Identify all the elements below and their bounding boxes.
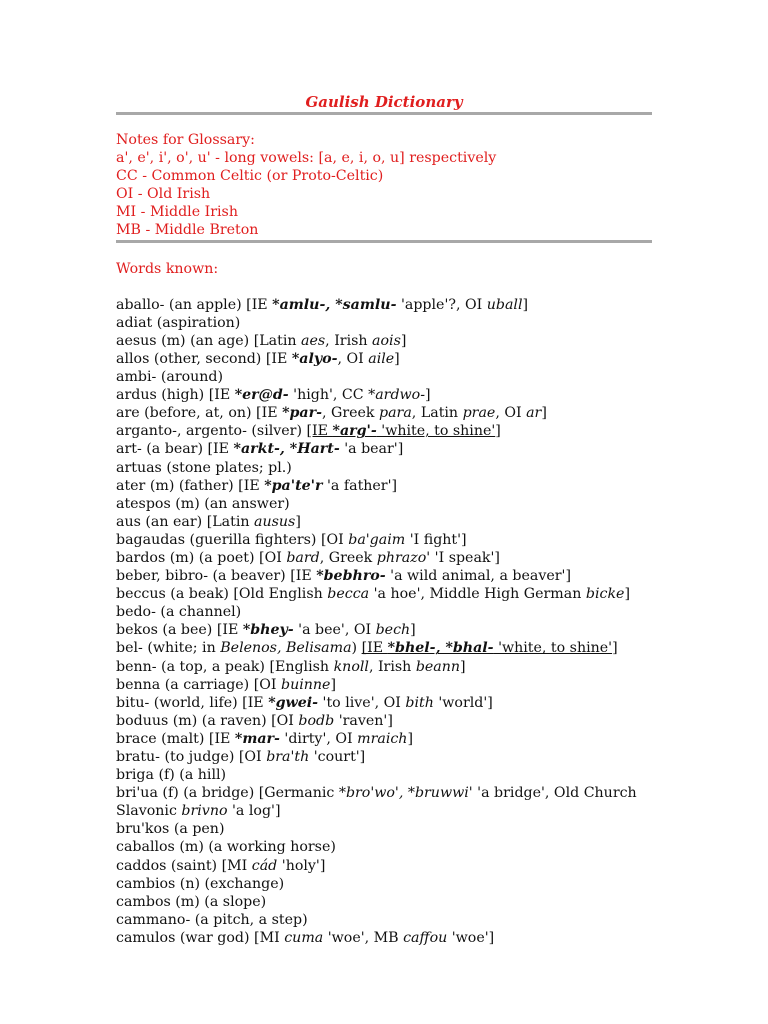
entry-cognate: mraich <box>357 730 408 747</box>
entry-text: , OI <box>337 350 369 367</box>
dictionary-entry <box>116 658 652 676</box>
words-heading: Words known: <box>116 260 219 277</box>
entry-root: *par- <box>282 405 322 422</box>
entry-text: ] <box>522 296 529 313</box>
entry-text: 'a wild animal, a beaver'] <box>385 568 571 585</box>
dictionary-entry <box>116 314 652 332</box>
entry-cognate: bith <box>405 694 434 711</box>
entry-text: cammano- (a pitch, a step) <box>116 911 308 928</box>
entry-text: 'world'] <box>433 694 493 711</box>
entry-text: artuas (stone plates; pl.) <box>116 459 292 476</box>
entry-cognate: becca <box>327 586 370 603</box>
entry-text: 'woe', MB <box>323 929 404 946</box>
entry-text: ] <box>410 622 416 639</box>
entry-text: ] <box>495 423 501 440</box>
glossary-notes <box>116 115 652 240</box>
dictionary-entry <box>116 766 652 784</box>
entry-cognate: prae <box>462 405 496 422</box>
dictionary-entry <box>116 784 652 820</box>
dictionary-entry <box>116 929 652 947</box>
entry-text: bri'ua (f) (a bridge) [Germanic <box>116 785 339 802</box>
dictionary-entry <box>116 911 652 929</box>
entry-text: 'a father'] <box>322 477 398 494</box>
entry-text: bel- (white; in <box>116 640 221 657</box>
entry-text: ] <box>425 387 431 404</box>
notes-line: a', e', i', o', u' - long vowels: [a, e, i, o, u] respectively <box>116 150 497 167</box>
entry-root: *bhey- <box>242 622 294 639</box>
entry-cognate: brivno <box>181 803 228 820</box>
entry-root: *mar- <box>234 730 280 747</box>
dictionary-entry <box>116 730 652 748</box>
entry-cognate: caffou <box>403 929 448 946</box>
dictionary-entry <box>116 477 652 495</box>
dictionary-entry <box>116 513 652 531</box>
entry-text: brace (malt) [IE <box>116 730 235 747</box>
dictionary-entry <box>116 495 652 513</box>
notes-heading: Notes for Glossary: <box>116 132 255 148</box>
entry-text: 'white, to shine' <box>493 640 613 657</box>
dictionary-entry <box>116 440 652 458</box>
notes-line: MB - Middle Breton <box>116 222 259 239</box>
entry-cognate: *bro'wo', *bruwwi' <box>338 785 473 802</box>
entry-root: *pa'te'r <box>264 477 323 494</box>
entry-cognate: bicke <box>585 586 625 603</box>
entry-text: benn- (a top, a peak) [English <box>116 658 334 675</box>
entry-cognate: bard <box>286 549 320 566</box>
entry-text: bratu- (to judge) [OI <box>116 749 267 765</box>
entry-cognate: ba'gaim <box>348 531 406 548</box>
entry-text: 'high', CC <box>288 387 369 404</box>
dictionary-entry <box>116 893 652 911</box>
entry-text: , Latin <box>411 405 463 422</box>
entry-text: 'court'] <box>309 749 366 765</box>
entry-cognate: cád <box>251 857 278 874</box>
entry-text: ] <box>330 676 336 693</box>
entry-text: ambi- (around) <box>116 369 224 386</box>
entry-text: [IE <box>361 640 388 657</box>
entry-cognate: bech <box>375 622 411 639</box>
entry-cognate: bodb <box>298 712 335 729</box>
entry-text: ] <box>612 640 618 657</box>
entry-text: allos (other, second) [IE <box>116 350 292 367</box>
entry-text: aballo- (an apple) [IE <box>116 296 273 313</box>
dictionary-entry <box>116 603 652 621</box>
entry-cognate: cuma <box>284 929 324 946</box>
entry-text: caddos (saint) [MI <box>116 857 252 874</box>
entry-text: boduus (m) (a raven) [OI <box>116 712 299 729</box>
entry-text: art- (a bear) [IE <box>116 441 234 458</box>
entry-text: bru'kos (a pen) <box>116 821 225 838</box>
entry-cognate: *ardwo- <box>368 387 426 404</box>
dictionary-entry <box>116 694 652 712</box>
entry-cognate: aois <box>372 332 401 349</box>
dictionary-document <box>116 92 652 947</box>
dictionary-entry <box>116 350 652 368</box>
dictionary-entry <box>116 332 652 350</box>
entry-text: caballos (m) (a working horse) <box>116 839 336 856</box>
entry-text: beccus (a beak) [Old English <box>116 586 328 603</box>
entry-text: ] <box>541 405 547 422</box>
dictionary-entry <box>116 820 652 838</box>
dictionary-entry <box>116 567 652 585</box>
entry-text: , Greek <box>319 549 377 566</box>
dictionary-entry <box>116 585 652 603</box>
dictionary-entry <box>116 676 652 694</box>
entry-cognate: buinne <box>281 676 331 693</box>
entry-text: ] <box>394 350 400 367</box>
entry-text: 'a log'] <box>227 803 281 820</box>
entry-root: *er@d- <box>234 387 289 404</box>
entry-text: camulos (war god) [MI <box>116 929 285 946</box>
entry-cognate: aes <box>301 332 326 349</box>
entry-text: ] <box>400 332 407 349</box>
notes-line: MI - Middle Irish <box>116 204 238 221</box>
notes-line: CC - Common Celtic (or Proto-Celtic) <box>116 168 384 185</box>
entry-text: 'to live', OI <box>318 694 406 711</box>
entry-cognate: bra'th <box>266 749 310 765</box>
dictionary-entry <box>116 459 652 477</box>
entry-text: 'a hoe', Middle High German <box>369 586 586 603</box>
entry-text: 'a bear'] <box>339 441 404 458</box>
dictionary-entry <box>116 531 652 549</box>
dictionary-entry <box>116 621 652 639</box>
entry-text: beber, bibro- (a beaver) [IE <box>116 568 317 585</box>
entry-text: , Greek <box>321 405 380 422</box>
entry-text: bedo- (a channel) <box>116 604 242 621</box>
entry-text: , Irish <box>368 658 416 675</box>
entry-root: *gwei- <box>268 694 319 711</box>
entry-root: *arkt-, *Hart- <box>233 441 340 458</box>
entry-text: , OI <box>495 405 527 422</box>
entry-text: atespos (m) (an answer) <box>116 495 290 512</box>
entry-root: *arg'- <box>332 423 377 440</box>
entry-text: bekos (a bee) [IE <box>116 622 243 639</box>
entry-root: *bhel-, *bhal- <box>387 640 494 657</box>
entry-text: [IE <box>306 423 333 440</box>
entry-text: 'holy'] <box>277 857 326 874</box>
dictionary-entry <box>116 368 652 386</box>
entry-text: 'white, to shine' <box>376 423 496 440</box>
entry-cognate: beann <box>415 658 461 675</box>
entry-cognate: aile <box>368 350 395 367</box>
entry-text: ] <box>295 513 301 530</box>
entry-root: *alyo- <box>291 350 338 367</box>
dictionary-entry <box>116 875 652 893</box>
entry-cognate: phrazo' <box>376 549 431 566</box>
dictionary-entry <box>116 748 652 766</box>
entry-cognate: Belenos, Belisama <box>220 640 352 657</box>
entry-root: *bebhro- <box>316 568 386 585</box>
dictionary-entry <box>116 422 652 440</box>
entry-text: ] <box>407 730 413 747</box>
entry-text: 'dirty', OI <box>279 730 358 747</box>
dictionary-entry <box>116 639 652 657</box>
entry-cognate: ausus <box>254 513 296 530</box>
entry-text: ardus (high) [IE <box>116 387 235 404</box>
entry-cognate: knoll <box>333 658 369 675</box>
entry-text: bagaudas (guerilla fighters) [OI <box>116 531 349 548</box>
entry-text: adiat (aspiration) <box>116 314 241 331</box>
entry-text: cambos (m) (a slope) <box>116 893 267 910</box>
dictionary-entry <box>116 296 652 314</box>
entry-text: cambios (n) (exchange) <box>116 875 285 892</box>
entry-cognate: uball <box>486 296 523 313</box>
page-title: Gaulish Dictionary <box>305 93 463 111</box>
entry-text: bitu- (world, life) [IE <box>116 694 269 711</box>
entry-cognate: para <box>379 405 412 422</box>
dictionary-entry <box>116 404 652 422</box>
entry-cognate: ar <box>526 405 542 422</box>
entry-text: aesus (m) (an age) [Latin <box>116 332 302 349</box>
dictionary-entry <box>116 857 652 875</box>
entry-text: 'I speak'] <box>430 549 500 566</box>
entry-text: ] <box>460 658 466 675</box>
entry-text: ] <box>624 586 630 603</box>
dictionary-entry <box>116 386 652 404</box>
entry-text: 'I fight'] <box>405 531 467 548</box>
entry-text: ater (m) (father) [IE <box>116 477 265 494</box>
dictionary-entry <box>116 549 652 567</box>
notes-divider <box>116 240 652 243</box>
dictionary-entry <box>116 838 652 856</box>
entry-text: are (before, at, on) [IE <box>116 405 283 422</box>
entry-text: 'apple'?, OI <box>396 296 487 313</box>
entry-text: bardos (m) (a poet) [OI <box>116 549 287 566</box>
entry-text: briga (f) (a hill) <box>116 767 227 784</box>
entry-text: 'woe'] <box>447 929 495 946</box>
entry-text: 'a bee', OI <box>293 622 376 639</box>
entry-text: ) <box>351 640 362 657</box>
entry-text: 'a bridge', Old Church Slavonic <box>116 785 637 820</box>
entry-text: , Irish <box>325 332 373 349</box>
entry-root: *amlu-, *samlu- <box>272 296 397 313</box>
entry-text: aus (an ear) [Latin <box>116 513 255 530</box>
entry-text: arganto-, argento- (silver) <box>116 423 307 440</box>
notes-line: OI - Old Irish <box>116 186 211 203</box>
entry-text: benna (a carriage) [OI <box>116 676 281 693</box>
dictionary-entry <box>116 712 652 730</box>
entry-text: 'raven'] <box>334 712 393 729</box>
entry-list <box>116 296 652 947</box>
